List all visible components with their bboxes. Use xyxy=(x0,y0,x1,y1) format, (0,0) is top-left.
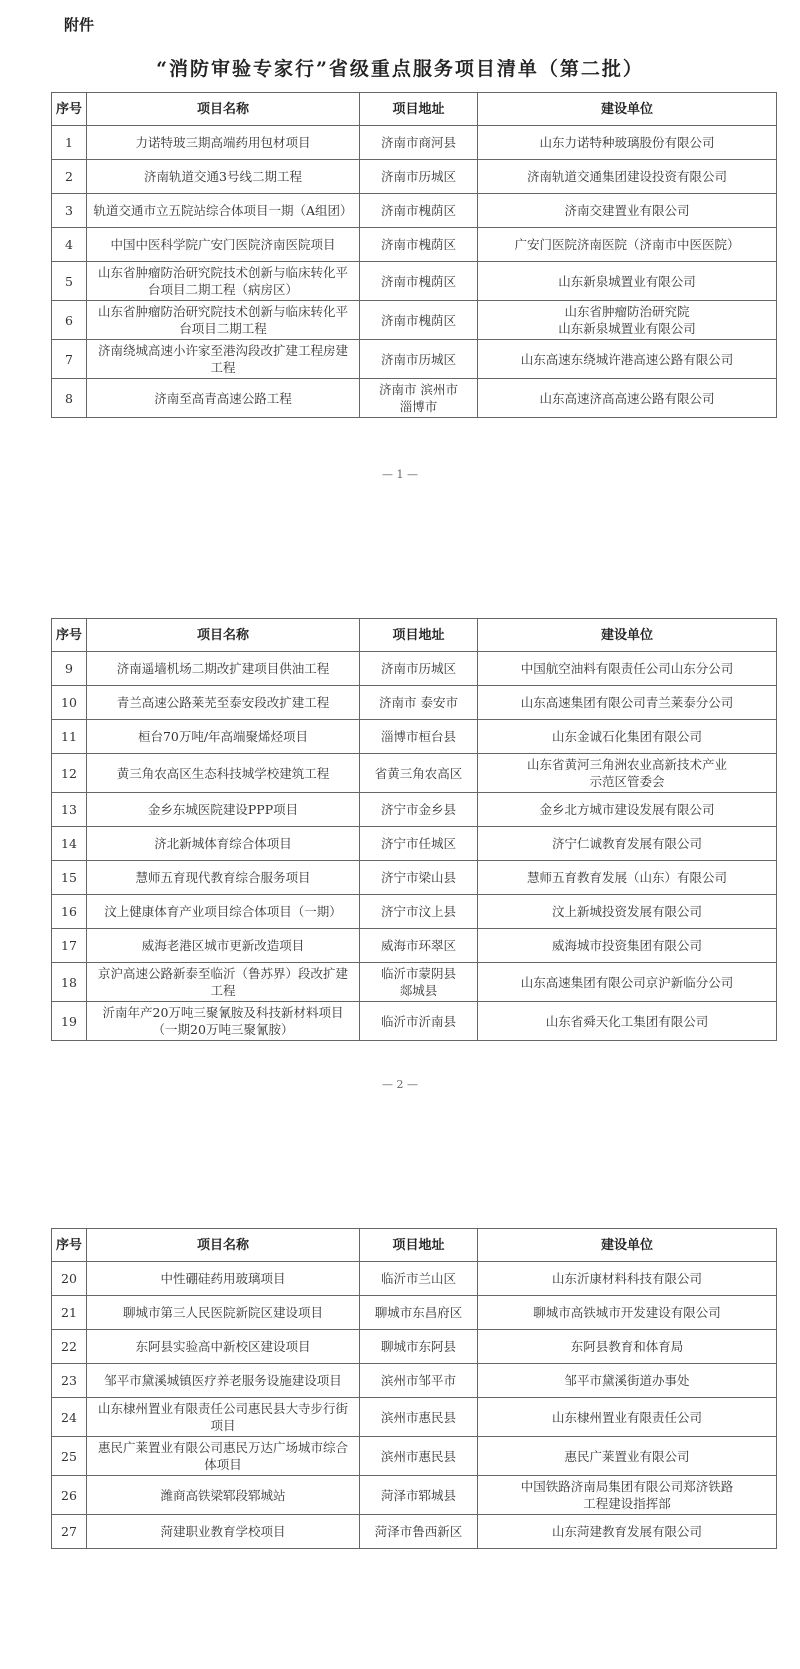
cell-address: 滨州市邹平市 xyxy=(360,1364,478,1398)
cell-address: 济南市历城区 xyxy=(360,160,478,194)
cell-name: 黄三角农高区生态科技城学校建筑工程 xyxy=(87,754,360,793)
cell-name: 东阿县实验高中新校区建设项目 xyxy=(87,1330,360,1364)
cell-no: 13 xyxy=(52,793,87,827)
table-header-row xyxy=(52,93,777,126)
table-row xyxy=(52,1476,777,1515)
project-table-page-2 xyxy=(51,618,777,1041)
table-row xyxy=(52,1330,777,1364)
header-address: 项目地址 xyxy=(360,619,478,652)
cell-no: 27 xyxy=(52,1515,87,1549)
cell-no: 24 xyxy=(52,1398,87,1437)
table-row xyxy=(52,861,777,895)
table-row xyxy=(52,895,777,929)
cell-address: 临沂市沂南县 xyxy=(360,1002,478,1041)
cell-no: 6 xyxy=(52,301,87,340)
cell-unit: 山东金诚石化集团有限公司 xyxy=(478,720,777,754)
cell-name: 金乡东城医院建设PPP项目 xyxy=(87,793,360,827)
cell-no: 12 xyxy=(52,754,87,793)
cell-unit: 惠民广莱置业有限公司 xyxy=(478,1437,777,1476)
cell-no: 18 xyxy=(52,963,87,1002)
cell-no: 16 xyxy=(52,895,87,929)
cell-name: 济南绕城高速小许家至港沟段改扩建工程房建 工程 xyxy=(87,340,360,379)
cell-no: 10 xyxy=(52,686,87,720)
page-number-1: — 1 — xyxy=(382,468,418,481)
cell-name: 山东省肿瘤防治研究院技术创新与临床转化平 台项目二期工程 xyxy=(87,301,360,340)
cell-address: 淄博市桓台县 xyxy=(360,720,478,754)
cell-no: 4 xyxy=(52,228,87,262)
cell-unit: 中国航空油料有限责任公司山东分公司 xyxy=(478,652,777,686)
cell-no: 11 xyxy=(52,720,87,754)
cell-name: 中国中医科学院广安门医院济南医院项目 xyxy=(87,228,360,262)
header-unit: 建设单位 xyxy=(478,1229,777,1262)
cell-name: 邹平市黛溪城镇医疗养老服务设施建设项目 xyxy=(87,1364,360,1398)
table-row xyxy=(52,652,777,686)
cell-no: 21 xyxy=(52,1296,87,1330)
cell-no: 15 xyxy=(52,861,87,895)
cell-address: 威海市环翠区 xyxy=(360,929,478,963)
cell-unit: 山东省肿瘤防治研究院 山东新泉城置业有限公司 xyxy=(478,301,777,340)
cell-unit: 山东高速集团有限公司青兰莱泰分公司 xyxy=(478,686,777,720)
cell-unit: 山东高速东绕城许港高速公路有限公司 xyxy=(478,340,777,379)
cell-unit: 邹平市黛溪街道办事处 xyxy=(478,1364,777,1398)
cell-address: 济南市 滨州市 淄博市 xyxy=(360,379,478,418)
table-row xyxy=(52,262,777,301)
cell-name: 山东省肿瘤防治研究院技术创新与临床转化平 台项目二期工程（病房区） xyxy=(87,262,360,301)
table-row xyxy=(52,1364,777,1398)
cell-address: 济南市槐荫区 xyxy=(360,194,478,228)
table-row xyxy=(52,793,777,827)
header-no: 序号 xyxy=(52,93,87,126)
document-title: “消防审验专家行”省级重点服务项目清单（第二批） xyxy=(156,58,644,80)
table-row xyxy=(52,754,777,793)
table-row xyxy=(52,720,777,754)
cell-address: 菏泽市鲁西新区 xyxy=(360,1515,478,1549)
cell-no: 20 xyxy=(52,1262,87,1296)
cell-no: 9 xyxy=(52,652,87,686)
attachment-label: 附件 xyxy=(64,16,95,34)
table-row xyxy=(52,160,777,194)
cell-name: 惠民广莱置业有限公司惠民万达广场城市综合 体项目 xyxy=(87,1437,360,1476)
cell-address: 济宁市金乡县 xyxy=(360,793,478,827)
cell-unit: 山东沂康材料科技有限公司 xyxy=(478,1262,777,1296)
header-address: 项目地址 xyxy=(360,1229,478,1262)
table-row xyxy=(52,1296,777,1330)
header-address: 项目地址 xyxy=(360,93,478,126)
header-name: 项目名称 xyxy=(87,1229,360,1262)
cell-name: 济南至高青高速公路工程 xyxy=(87,379,360,418)
cell-name: 济南轨道交通3号线二期工程 xyxy=(87,160,360,194)
cell-name: 聊城市第三人民医院新院区建设项目 xyxy=(87,1296,360,1330)
cell-address: 聊城市东昌府区 xyxy=(360,1296,478,1330)
cell-address: 聊城市东阿县 xyxy=(360,1330,478,1364)
header-no: 序号 xyxy=(52,619,87,652)
cell-unit: 聊城市高铁城市开发建设有限公司 xyxy=(478,1296,777,1330)
cell-name: 慧师五育现代教育综合服务项目 xyxy=(87,861,360,895)
header-no: 序号 xyxy=(52,1229,87,1262)
cell-no: 7 xyxy=(52,340,87,379)
cell-unit: 金乡北方城市建设发展有限公司 xyxy=(478,793,777,827)
cell-unit: 中国铁路济南局集团有限公司郑济铁路 工程建设指挥部 xyxy=(478,1476,777,1515)
cell-no: 25 xyxy=(52,1437,87,1476)
cell-unit: 山东高速集团有限公司京沪新临分公司 xyxy=(478,963,777,1002)
cell-address: 济宁市梁山县 xyxy=(360,861,478,895)
cell-no: 1 xyxy=(52,126,87,160)
cell-address: 临沂市蒙阴县 郯城县 xyxy=(360,963,478,1002)
cell-unit: 山东高速济高高速公路有限公司 xyxy=(478,379,777,418)
table-row xyxy=(52,301,777,340)
cell-no: 14 xyxy=(52,827,87,861)
cell-name: 济南遥墙机场二期改扩建项目供油工程 xyxy=(87,652,360,686)
cell-unit: 山东省黄河三角洲农业高新技术产业 示范区管委会 xyxy=(478,754,777,793)
cell-address: 滨州市惠民县 xyxy=(360,1398,478,1437)
cell-address: 滨州市惠民县 xyxy=(360,1437,478,1476)
cell-unit: 慧师五育教育发展（山东）有限公司 xyxy=(478,861,777,895)
table-row xyxy=(52,929,777,963)
table-row xyxy=(52,1437,777,1476)
project-table-page-1 xyxy=(51,92,777,418)
cell-address: 济宁市汶上县 xyxy=(360,895,478,929)
cell-address: 济南市 泰安市 xyxy=(360,686,478,720)
cell-unit: 东阿县教育和体育局 xyxy=(478,1330,777,1364)
cell-unit: 济南轨道交通集团建设投资有限公司 xyxy=(478,160,777,194)
cell-unit: 山东省舜天化工集团有限公司 xyxy=(478,1002,777,1041)
table-row xyxy=(52,1002,777,1041)
cell-name: 菏建职业教育学校项目 xyxy=(87,1515,360,1549)
cell-name: 京沪高速公路新泰至临沂（鲁苏界）段改扩建 工程 xyxy=(87,963,360,1002)
cell-unit: 山东力诺特种玻璃股份有限公司 xyxy=(478,126,777,160)
table-row xyxy=(52,686,777,720)
cell-unit: 济宁仁诚教育发展有限公司 xyxy=(478,827,777,861)
cell-address: 临沂市兰山区 xyxy=(360,1262,478,1296)
cell-no: 23 xyxy=(52,1364,87,1398)
cell-unit: 广安门医院济南医院（济南市中医医院） xyxy=(478,228,777,262)
cell-no: 2 xyxy=(52,160,87,194)
cell-no: 3 xyxy=(52,194,87,228)
cell-address: 济南市历城区 xyxy=(360,652,478,686)
cell-name: 轨道交通市立五院站综合体项目一期（A组团） xyxy=(87,194,360,228)
table-row xyxy=(52,963,777,1002)
header-unit: 建设单位 xyxy=(478,93,777,126)
table-row xyxy=(52,1398,777,1437)
header-unit: 建设单位 xyxy=(478,619,777,652)
cell-name: 桓台70万吨/年高端聚烯烃项目 xyxy=(87,720,360,754)
table-row xyxy=(52,379,777,418)
cell-name: 济北新城体育综合体项目 xyxy=(87,827,360,861)
cell-address: 济南市槐荫区 xyxy=(360,301,478,340)
cell-unit: 山东菏建教育发展有限公司 xyxy=(478,1515,777,1549)
cell-no: 22 xyxy=(52,1330,87,1364)
cell-address: 济宁市任城区 xyxy=(360,827,478,861)
cell-no: 17 xyxy=(52,929,87,963)
cell-unit: 汶上新城投资发展有限公司 xyxy=(478,895,777,929)
cell-unit: 威海城市投资集团有限公司 xyxy=(478,929,777,963)
cell-address: 菏泽市郓城县 xyxy=(360,1476,478,1515)
cell-unit: 山东新泉城置业有限公司 xyxy=(478,262,777,301)
cell-name: 中性硼硅药用玻璃项目 xyxy=(87,1262,360,1296)
cell-name: 山东棣州置业有限责任公司惠民县大寺步行街 项目 xyxy=(87,1398,360,1437)
cell-no: 8 xyxy=(52,379,87,418)
table-row xyxy=(52,1515,777,1549)
cell-no: 5 xyxy=(52,262,87,301)
cell-address: 济南市槐荫区 xyxy=(360,228,478,262)
table-row xyxy=(52,827,777,861)
table-header-row xyxy=(52,619,777,652)
cell-name: 青兰高速公路莱芜至泰安段改扩建工程 xyxy=(87,686,360,720)
table-row xyxy=(52,1262,777,1296)
project-table-page-3 xyxy=(51,1228,777,1549)
page-number-2: — 2 — xyxy=(382,1078,418,1091)
header-name: 项目名称 xyxy=(87,93,360,126)
cell-address: 济南市历城区 xyxy=(360,340,478,379)
cell-address: 济南市槐荫区 xyxy=(360,262,478,301)
cell-name: 沂南年产20万吨三聚氰胺及科技新材料项目 （一期20万吨三聚氰胺） xyxy=(87,1002,360,1041)
table-header-row xyxy=(52,1229,777,1262)
table-row xyxy=(52,126,777,160)
cell-no: 19 xyxy=(52,1002,87,1041)
cell-address: 省黄三角农高区 xyxy=(360,754,478,793)
cell-name: 潍商高铁梁郓段郓城站 xyxy=(87,1476,360,1515)
cell-unit: 济南交建置业有限公司 xyxy=(478,194,777,228)
cell-name: 汶上健康体育产业项目综合体项目（一期） xyxy=(87,895,360,929)
cell-unit: 山东棣州置业有限责任公司 xyxy=(478,1398,777,1437)
cell-no: 26 xyxy=(52,1476,87,1515)
cell-name: 威海老港区城市更新改造项目 xyxy=(87,929,360,963)
table-row xyxy=(52,194,777,228)
table-row xyxy=(52,228,777,262)
header-name: 项目名称 xyxy=(87,619,360,652)
cell-name: 力诺特玻三期高端药用包材项目 xyxy=(87,126,360,160)
cell-address: 济南市商河县 xyxy=(360,126,478,160)
table-row xyxy=(52,340,777,379)
